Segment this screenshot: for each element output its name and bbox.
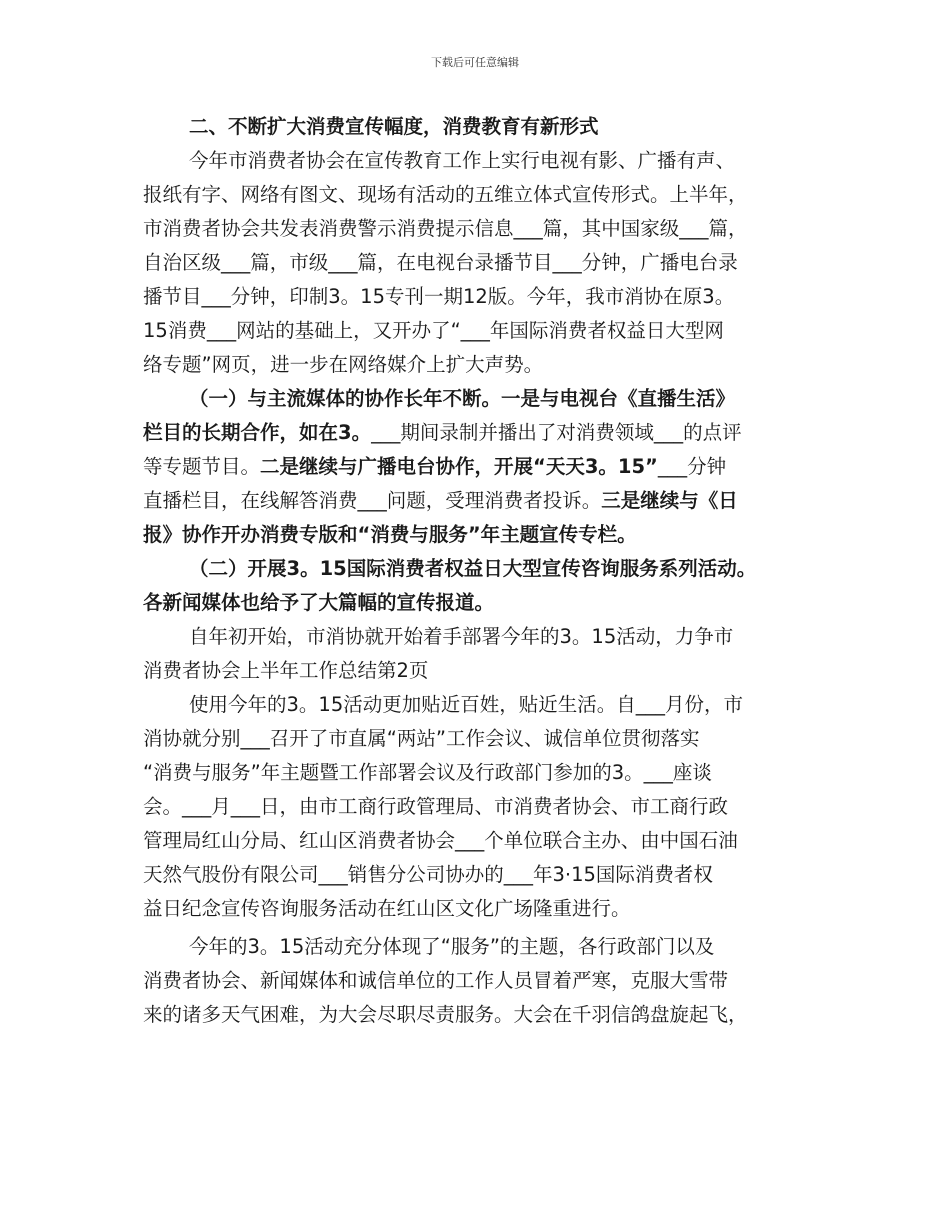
- paragraph-line: 会。___月___日，由市工商行政管理局、市消费者协会、市工商行政: [143, 795, 729, 818]
- paragraph-line: 络专题”网页，进一步在网络媒介上扩大声势。: [143, 353, 544, 376]
- paragraph-line: 今年的3。15活动充分体现了“服务”的主题，各行政部门以及: [189, 935, 715, 958]
- paragraph-line: 15消费___网站的基础上，又开办了“___年国际消费者权益日大型网: [143, 319, 724, 342]
- paragraph-line: [143, 450, 823, 484]
- paragraph-line: 播节目___分钟，印制3。15专刊一期12版。今年，我市消协在原3。: [143, 285, 735, 308]
- paragraph-line: 报》协作开办消费专版和“消费与服务”年主题宣传专栏。: [143, 523, 637, 546]
- paragraph-line: 天然气股份有限公司___销售分公司协办的___年3·15国际消费者权: [143, 863, 713, 886]
- page-footer-text: 消费者协会上半年工作总结第2页: [143, 659, 429, 682]
- paragraph-line: 使用今年的3。15活动更加贴近百姓，贴近生活。自___月份，市: [189, 693, 743, 716]
- page-header: 下载后可任意编辑: [431, 56, 519, 69]
- paragraph-line: 今年市消费者协会在宣传教育工作上实行电视有影、广播有声、: [189, 149, 736, 172]
- paragraph-line: 消费者协会、新闻媒体和诚信单位的工作人员冒着严寒，克服大雪带: [143, 969, 729, 992]
- paragraph-line: 消协就分别___召开了市直属“两站”工作会议、诚信单位贯彻落实: [143, 727, 700, 750]
- paragraph-line: 自治区级___篇，市级___篇，在电视台录播节目___分钟，广播电台录: [143, 251, 738, 274]
- paragraph-line: 益日纪念宣传咨询服务活动在红山区文化广场隆重进行。: [143, 897, 631, 920]
- paragraph-line: 各新闻媒体也给予了大篇幅的宣传报道。: [143, 591, 495, 614]
- normal-run: ___分钟: [657, 455, 727, 478]
- paragraph-line: 自年初开始，市消协就开始着手部署今年的3。15活动，力争市: [189, 625, 734, 648]
- bold-run: 三是继续与《日: [601, 489, 738, 512]
- paragraph-line: [143, 416, 823, 450]
- bold-run: 二是继续与广播电台协作，开展“天天3。15”: [260, 455, 658, 478]
- section-heading: 二、不断扩大消费宣传幅度，消费教育有新形式: [189, 115, 599, 138]
- bold-run: 栏目的长期合作，如在3。: [143, 421, 372, 444]
- subsection-heading: （一）与主流媒体的协作长年不断。一是与电视台《直播生活》: [189, 387, 736, 410]
- paragraph-line: [143, 484, 823, 518]
- document-body: [143, 110, 823, 1032]
- subsection-heading: （二）开展3。15国际消费者权益日大型宣传咨询服务系列活动。: [189, 557, 757, 580]
- paragraph-line: 管理局红山分局、红山区消费者协会___个单位联合主办、由中国石油: [143, 829, 738, 852]
- normal-run: ___期间录制并播出了对消费领域___的点评: [371, 421, 742, 444]
- paragraph-line: 来的诸多天气困难，为大会尽职尽责服务。大会在千羽信鸽盘旋起飞，: [143, 1003, 748, 1026]
- paragraph-line: 报纸有字、网络有图文、现场有活动的五维立体式宣传形式。上半年，: [143, 183, 748, 206]
- paragraph-line: 市消费者协会共发表消费警示消费提示信息___篇，其中国家级___篇，: [143, 217, 748, 240]
- normal-run: 等专题节目。: [143, 455, 261, 478]
- paragraph-line: “消费与服务”年主题暨工作部署会议及行政部门参加的3。___座谈: [143, 761, 712, 784]
- normal-run: 直播栏目，在线解答消费___问题，受理消费者投诉。: [143, 489, 602, 512]
